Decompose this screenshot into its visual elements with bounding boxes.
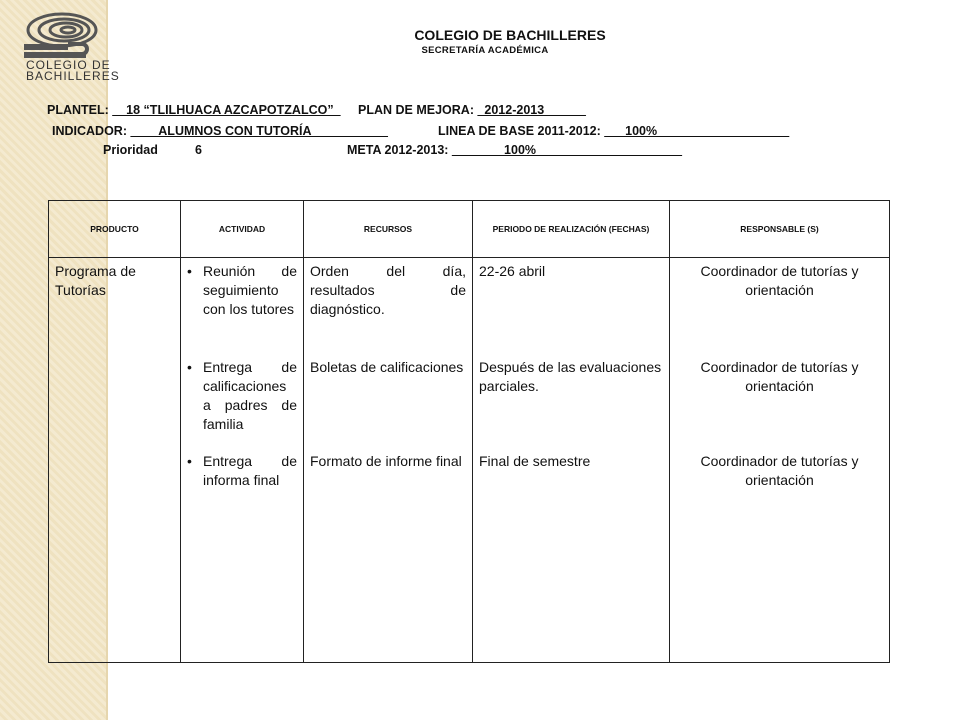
responsable-text: Coordinador de tutorías y orientación [700, 453, 859, 488]
table-row [49, 258, 890, 663]
plan-value: _2012-2013______ [477, 103, 586, 117]
meta-label: META 2012-2013: [347, 143, 452, 157]
logo-line-2: BACHILLERES [26, 69, 120, 83]
indicador-line [52, 124, 388, 138]
indicador-value: ____ALUMNOS CON TUTORÍA___________ [130, 124, 388, 138]
recurso-text: Formato de informe final [310, 453, 462, 469]
actividad-text: Entrega de calificaciones a padres de familia [203, 359, 297, 432]
institution-title: COLEGIO DE BACHILLERES [414, 27, 606, 43]
header-actividad: ACTIVIDAD [181, 201, 304, 258]
cell-responsable [670, 258, 890, 663]
bullet-icon: • [187, 453, 192, 469]
bullet-icon: • [187, 359, 192, 375]
logo-line-1: COLEGIO DE [26, 58, 111, 72]
plan-line [358, 103, 586, 117]
prioridad-value: 6 [195, 143, 202, 157]
meta-line [347, 143, 682, 157]
cell-recursos [304, 258, 473, 663]
actividad-item [187, 262, 297, 319]
header-periodo: PERIODO DE REALIZACIÓN (FECHAS) [473, 201, 670, 258]
linea-base-label: LINEA DE BASE 2011-2012: [438, 124, 605, 138]
header-responsable: RESPONSABLE (S) [670, 201, 890, 258]
cell-producto [49, 258, 181, 663]
header-producto: PRODUCTO [49, 201, 181, 258]
plan-label: PLAN DE MEJORA: [358, 103, 478, 117]
indicador-label: INDICADOR: [52, 124, 131, 138]
meta-value: ___ ____100%_____________________ [451, 143, 683, 157]
recurso-text: Orden del día, resultados de diagnóstico. [310, 263, 466, 317]
recurso-text: Boletas de calificaciones [310, 359, 464, 375]
actividad-item [187, 452, 297, 490]
header-recursos: RECURSOS [304, 201, 473, 258]
actividad-text: Reunión de seguimiento con los tutores [203, 263, 297, 317]
cell-periodo [473, 258, 670, 663]
actividad-item [187, 358, 297, 434]
responsable-text: Coordinador de tutorías y orientación [700, 359, 859, 394]
actividad-text: Entrega de informa final [203, 453, 297, 488]
plantel-label: PLANTEL: [47, 103, 113, 117]
cell-actividad [181, 258, 304, 663]
prioridad-label: Prioridad [103, 143, 158, 157]
linea-base-value: ___100%___________________ [604, 124, 790, 138]
plantel-value: __18 “TLILHUACA AZCAPOTZALCO”_ [112, 103, 341, 117]
periodo-text: Después de las evaluaciones parciales. [479, 359, 662, 394]
improvement-plan-table [48, 200, 890, 663]
periodo-text: 22-26 abril [479, 263, 546, 279]
linea-base-line [438, 124, 789, 138]
table-header-row [49, 201, 890, 258]
responsable-text: Coordinador de tutorías y orientación [700, 263, 859, 298]
plantel-line [47, 103, 341, 117]
bullet-icon: • [187, 263, 192, 279]
producto-text: Programa de Tutorías [55, 263, 136, 298]
department-subtitle: SECRETARÍA ACADÉMICA [421, 45, 549, 56]
periodo-text: Final de semestre [479, 453, 591, 469]
